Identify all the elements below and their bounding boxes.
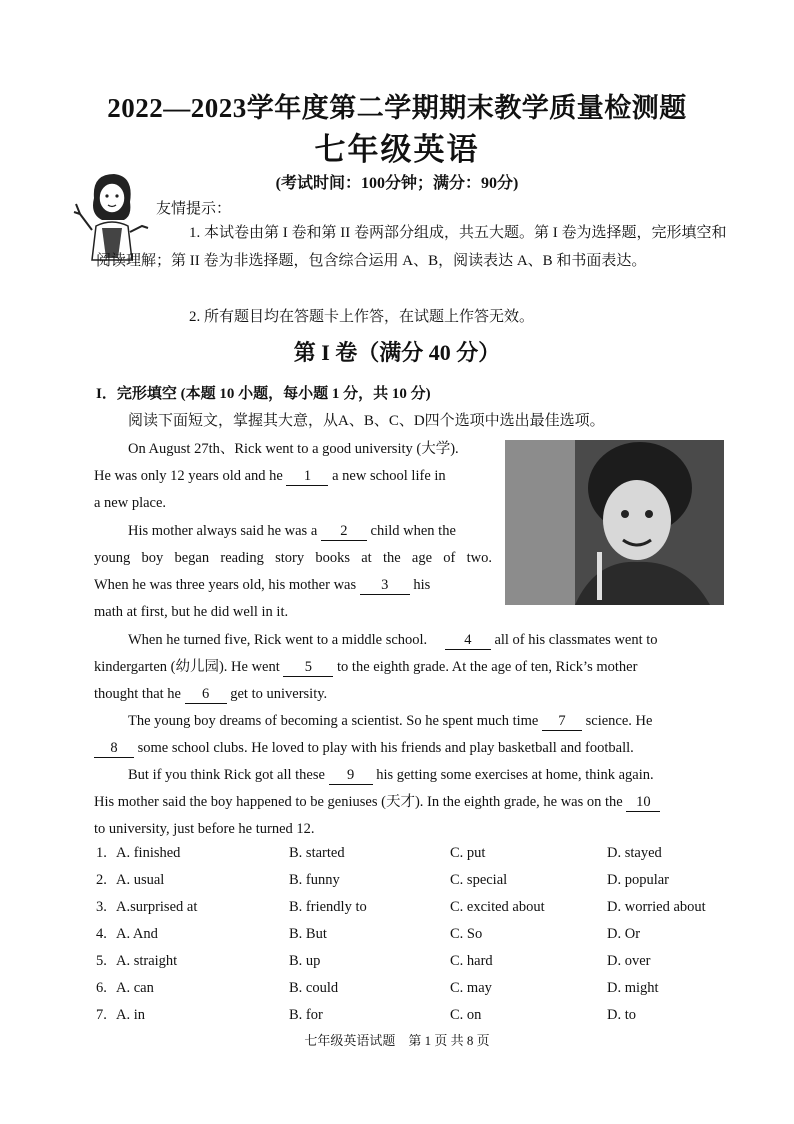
passage-line-13 [128,762,654,789]
option-a: A. in [116,1007,145,1023]
passage-text: to the eighth grade. At the age of ten, Rick’s mother [337,659,638,675]
option-d: D. Or [607,926,641,942]
passage-line-2 [94,463,446,490]
option-b: B. started [289,845,345,861]
passage-text: He was only 12 years old and he [94,468,283,484]
question-number: 2. [96,872,107,888]
option-b: B. for [289,1007,323,1023]
option-c: C. special [450,872,508,888]
passage-line-9 [94,654,637,681]
passage-line-15: to university, just before he turned 12. [94,821,315,837]
page-footer: 七年级英语试题 第 1 页 共 8 页 [304,1033,490,1048]
option-a: A. can [116,980,154,996]
option-b: B. up [289,953,321,969]
passage-text: some school clubs. He loved to play with his friends and play basketball and football. [137,740,634,756]
passage-line-1: On August 27th、Rick went to a good university (大学). [128,441,459,457]
passage-text: thought that he [94,686,181,702]
passage-text: When he turned five, Rick went to a middle school. [128,632,428,648]
option-b: B. funny [289,872,340,888]
passage-line-14 [94,789,660,816]
passage-text: science. He [585,713,653,729]
passage-line-11 [128,708,652,735]
option-d: D. worried about [607,899,706,915]
passage-line-12 [94,735,634,762]
exam-title: 2022—2023学年度第二学期期末教学质量检测题 [107,93,687,123]
option-a: A.surprised at [116,899,198,915]
option-c: C. may [450,980,492,996]
option-a: A. straight [116,953,178,969]
passage-text: His mother said the boy happened to be geniuses (天才). In the eighth grade, he was on the [94,794,623,810]
option-c: C. excited about [450,899,545,915]
passage-line-10 [94,681,327,708]
passage-text: his getting some exercises at home, think again. [376,767,654,783]
exam-info: (考试时间：100分钟；满分：90分) [275,175,519,192]
question-number: 3. [96,899,107,915]
option-d: D. stayed [607,845,662,861]
option-d: D. to [607,1007,636,1023]
section-title: 第 I 卷（满分 40 分） [293,340,501,365]
option-a: A. And [116,926,158,942]
tip-item-2: 2. 所有题目均在答题卡上作答，在试题上作答无效。 [189,309,535,325]
tip-item-1: 1. 本试卷由第 I 卷和第 II 卷两部分组成，共五大题。第 I 卷为选择题，完形填空和阅读理解；第 II 卷为非选择题，包含综合运用 A、B，阅读表达 A、B 和书面表达。 [96,225,727,269]
passage-text: The young boy dreams of becoming a scientist. So he spent much time [128,713,539,729]
passage-line-6 [94,572,430,599]
question-number: 1. [96,845,107,861]
passage-line-8 [128,627,658,654]
option-c: C. hard [450,953,493,969]
passage-text: But if you think Rick got all these [128,767,325,783]
blank-1: 1 [286,467,328,486]
passage-text: kindergarten (幼儿园). He went [94,659,280,675]
option-b: B. friendly to [289,899,367,915]
option-c: C. on [450,1007,482,1023]
blank-10: 10 [626,793,660,812]
passage-line-5: young boy began reading story books at the age of two. [94,550,492,566]
question-number: 5. [96,953,107,969]
tips-heading: 友情提示： [156,201,232,217]
passage-text: all of his classmates went to [494,632,658,648]
question-number: 7. [96,1007,107,1023]
passage-text: his [413,577,431,593]
question-number: 6. [96,980,107,996]
blank-8: 8 [94,739,134,758]
passage-text: When he was three years old, his mother was [94,577,357,593]
exam-subject: 七年级英语 [314,132,480,167]
option-d: D. popular [607,872,670,888]
passage-text: get to university. [230,686,328,702]
option-d: D. might [607,980,659,996]
passage-text: His mother always said he was a [128,523,318,539]
blank-5: 5 [283,658,333,677]
option-a: A. finished [116,845,181,861]
question-number: 4. [96,926,107,942]
option-d: D. over [607,953,651,969]
option-c: C. So [450,926,483,942]
blank-6: 6 [185,685,227,704]
blank-9: 9 [329,766,373,785]
blank-4: 4 [445,631,491,650]
option-c: C. put [450,845,486,861]
boy-photo [505,440,724,605]
part-title: I．完形填空 (本题 10 小题，每小题 1 分，共 10 分) [96,386,431,402]
option-b: B. could [289,980,339,996]
blank-3: 3 [360,576,410,595]
passage-text: a new school life in [332,468,446,484]
option-a: A. usual [116,872,165,888]
blank-7: 7 [542,712,582,731]
passage-text: child when the [370,523,456,539]
passage-line-4 [128,518,456,545]
passage-line-3: a new place. [94,495,167,511]
blank-2: 2 [321,522,367,541]
option-b: B. But [289,926,327,942]
passage-line-7: math at first, but he did well in it. [94,604,289,620]
directions: 阅读下面短文，掌握其大意，从A、B、C、D四个选项中选出最佳选项。 [128,413,605,429]
